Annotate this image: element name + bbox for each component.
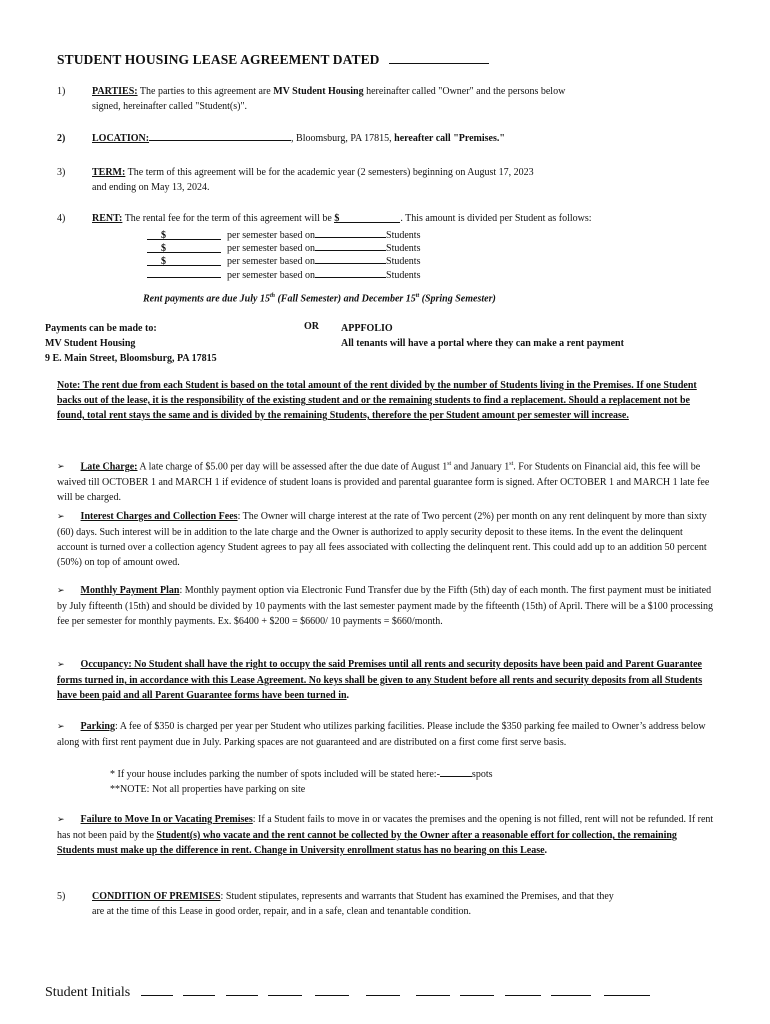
bullet-arrow-icon: ➢ — [57, 660, 65, 670]
rent-end-1: Students — [386, 230, 421, 241]
parking-label: Parking — [80, 721, 115, 732]
late-sup-1: st — [447, 461, 452, 467]
rent-end-4: Students — [386, 270, 421, 281]
initials-blank-2[interactable] — [183, 983, 215, 996]
parking-clause — [57, 719, 716, 750]
section-condition — [92, 889, 614, 919]
rent-mid-2: per semester based on — [227, 243, 316, 254]
rent-amount-1[interactable]: $ — [147, 229, 221, 240]
rent-due-a: Rent payments are due July 15 — [143, 293, 270, 305]
rent-students-blank-2[interactable] — [315, 239, 386, 251]
portal-description: All tenants will have a portal where they can make a rent payment — [341, 338, 624, 349]
initials-blank-9[interactable] — [505, 983, 541, 996]
owner-name: MV Student Housing — [273, 86, 364, 97]
occupancy-end: . — [346, 690, 350, 701]
rent-text-a: The rental fee for the term of this agreement will be — [122, 213, 335, 224]
location-label: LOCATION: — [92, 133, 150, 144]
parking-note-1: * If your house includes parking the number of spots included will be stated here:- — [110, 769, 440, 780]
parties-text-b: hereinafter called "Owner" and the persons below — [363, 86, 566, 97]
condition-line-2: are at the time of this Lease in good order, repair, and in a safe, clean and tenantable condition. — [92, 906, 472, 917]
rent-dollar: $ — [334, 213, 340, 224]
rent-amount-3[interactable]: $ — [147, 255, 221, 266]
failure-bold-text: Student(s) who vacate and the rent cannot be collected by the Owner after a reasonable effort for collection, the remaining Students must make up the difference in rent. Change in University enrollment status has no bearing on this Lease — [57, 830, 677, 856]
rent-students-blank-3[interactable] — [315, 252, 386, 264]
section-2-number: 2) — [57, 133, 66, 144]
rent-total-blank[interactable] — [334, 211, 400, 223]
payments-address: 9 E. Main Street, Bloomsburg, PA 17815 — [45, 353, 217, 364]
location-premises: hereafter call "Premises." — [394, 133, 505, 144]
late-charge-text-3: . For Students on Financial aid, this fee will be waived till OCTOBER 1 and MARCH 1 if evidence of student loans is provided and parental guarantee form is signed. After OCTOBER 1 and MARCH 1 late fee will be charged. — [57, 461, 710, 504]
parties-line-2: signed, hereinafter called "Student(s)". — [92, 101, 248, 112]
location-text: , Bloomsburg, PA 17815, — [291, 133, 395, 144]
section-1-number: 1) — [57, 86, 66, 97]
rent-end-3: Students — [386, 256, 421, 267]
late-sup-2: st — [509, 461, 514, 467]
section-location — [92, 131, 505, 146]
section-4-number: 4) — [57, 213, 66, 224]
interest-text: : The Owner will charge interest at the rate of Two percent (2%) per month on any rent delinquent by more than sixty (60) days. Such interest will be in addition to the late charge and the Owner is authorized to apply security deposit to these items. In the event the delinquent account is turned over a collection agency Student agrees to pay all fees associated with collecting the delinquent rent. This could add up to an addition 50 percent (50%) on top of amount owed. — [57, 511, 707, 568]
initials-blank-7[interactable] — [416, 983, 450, 996]
occupancy-text: Occupancy: No Student shall have the right to occupy the said Premises until all rents and security deposits have been paid and Parent Guarantee forms turned in, in accordance with this Lease Agreement. No keys shall be given to any Student before all rents and security deposits from all Students have been paid and all Parent Guarantee forms have been turned in — [57, 659, 703, 701]
parties-label: PARTIES: — [92, 86, 138, 97]
rent-text-b: . This amount is divided per Student as follows: — [400, 213, 592, 224]
section-3-number: 3) — [57, 167, 66, 178]
late-charge-clause — [57, 457, 716, 505]
occupancy-clause — [57, 657, 716, 703]
monthly-plan-label: Monthly Payment Plan — [80, 585, 180, 596]
condition-line-1: : Student stipulates, represents and warrants that Student has examined the Premises, and that they — [220, 891, 614, 902]
document-title — [57, 52, 489, 68]
late-charge-label: Late Charge: — [80, 461, 138, 473]
initials-blank-8[interactable] — [460, 983, 494, 996]
rent-due-sup-2: tt — [415, 293, 420, 299]
monthly-plan-text: : Monthly payment option via Electronic Fund Transfer due by the Fifth (5th) day of each month. The first payment must be initiated by July fifteenth (15th) and should be divided by 10 payments with the last semester payment made by the fifteenth (15th) of April. There will be a $100 processing fee per semester for monthly payments. Ex. $6400 + $200 = $6600/ 10 payments = $660/month. — [57, 585, 714, 627]
term-label: TERM: — [92, 167, 126, 178]
initials-blank-3[interactable] — [226, 983, 258, 996]
failure-label: Failure to Move In or Vacating Premises — [80, 814, 253, 825]
section-parties — [92, 84, 565, 114]
parking-note-1-end: spots — [471, 769, 493, 780]
rent-note: Note: The rent due from each Student is based on the total amount of the rent divided by the number of Students living in the Premises. If one Student backs out of the lease, it is the responsibility of the existing student and or the remaining students to find a replacement. Should a replacement not be found, total rent stays the same and is divided by the remaining Students, therefore the per Student amount per semester will increase. — [57, 380, 697, 421]
parking-note-2: **NOTE: Not all properties have parking on site — [110, 784, 306, 795]
bullet-arrow-icon: ➢ — [57, 586, 65, 596]
initials-blank-1[interactable] — [141, 983, 173, 996]
rent-mid-3: per semester based on — [227, 256, 316, 267]
bullet-arrow-icon: ➢ — [57, 512, 65, 522]
rent-due-c: (Spring Semester) — [419, 293, 496, 305]
interest-label: Interest Charges and Collection Fees — [80, 511, 238, 522]
payments-heading: Payments can be made to: — [45, 323, 157, 334]
rent-mid-1: per semester based on — [227, 230, 316, 241]
late-charge-text-2: and January 1 — [451, 461, 510, 473]
initials-label: Student Initials — [45, 985, 131, 1000]
bullet-arrow-icon: ➢ — [57, 815, 65, 825]
rent-due-b: (Fall Semester) and December 15 — [274, 293, 416, 305]
student-initials-row — [45, 983, 650, 1001]
location-blank[interactable] — [149, 131, 291, 141]
rent-students-blank-1[interactable] — [315, 226, 386, 238]
initials-blank-4[interactable] — [268, 983, 302, 996]
section-rent — [92, 211, 592, 226]
rent-label: RENT: — [92, 213, 123, 224]
initials-blank-5[interactable] — [315, 983, 349, 996]
payment-address-block — [45, 321, 217, 366]
parking-notes — [110, 767, 492, 797]
rent-due-sup-1: th — [269, 293, 275, 299]
initials-blank-11[interactable] — [604, 983, 650, 996]
term-line-1: The term of this agreement will be for the academic year (2 semesters) beginning on August 17, 2023 — [125, 167, 534, 178]
rent-row-4 — [147, 266, 420, 282]
failure-text: : If a Student fails to move in or vacates the premises and the opening is not filled, rent will not be refunded. If rent has not been paid by the — [57, 814, 714, 841]
payments-or: OR — [304, 321, 319, 332]
date-blank[interactable] — [389, 52, 489, 64]
payments-payee: MV Student Housing — [45, 338, 136, 349]
section-5-number: 5) — [57, 891, 66, 902]
appfolio-label: APPFOLIO — [341, 323, 393, 334]
bullet-arrow-icon: ➢ — [57, 462, 65, 473]
initials-blank-10[interactable] — [551, 983, 591, 996]
interest-clause — [57, 509, 716, 570]
rent-amount-2[interactable]: $ — [147, 242, 221, 253]
payment-portal-block — [341, 321, 624, 351]
parking-spots-blank[interactable] — [440, 767, 472, 777]
rent-mid-4: per semester based on — [227, 270, 316, 281]
rent-due-dates — [143, 293, 496, 304]
initials-blank-6[interactable] — [366, 983, 400, 996]
section-term — [92, 165, 534, 195]
parties-text-a: The parties to this agreement are — [137, 86, 274, 97]
failure-clause — [57, 812, 716, 858]
condition-label: CONDITION OF PREMISES — [92, 891, 221, 902]
late-charge-text-1: A late charge of $5.00 per day will be assessed after the due date of August 1 — [137, 461, 448, 473]
monthly-plan-clause — [57, 583, 716, 629]
rent-students-blank-4[interactable] — [315, 266, 386, 278]
term-line-2: and ending on May 13, 2024. — [92, 182, 210, 193]
title-text: STUDENT HOUSING LEASE AGREEMENT DATED — [57, 52, 380, 67]
parking-text: : A fee of $350 is charged per year per Student who utilizes parking facilities. Please include the $350 parking fee mailed to Owner’s address below along with first rent payment due in July. Parking spaces are not guaranteed and are distributed on a first come first serve basis. — [57, 721, 706, 748]
bullet-arrow-icon: ➢ — [57, 722, 65, 732]
failure-end: . — [544, 845, 548, 856]
rent-end-2: Students — [386, 243, 421, 254]
rent-amount-4[interactable] — [147, 267, 221, 278]
